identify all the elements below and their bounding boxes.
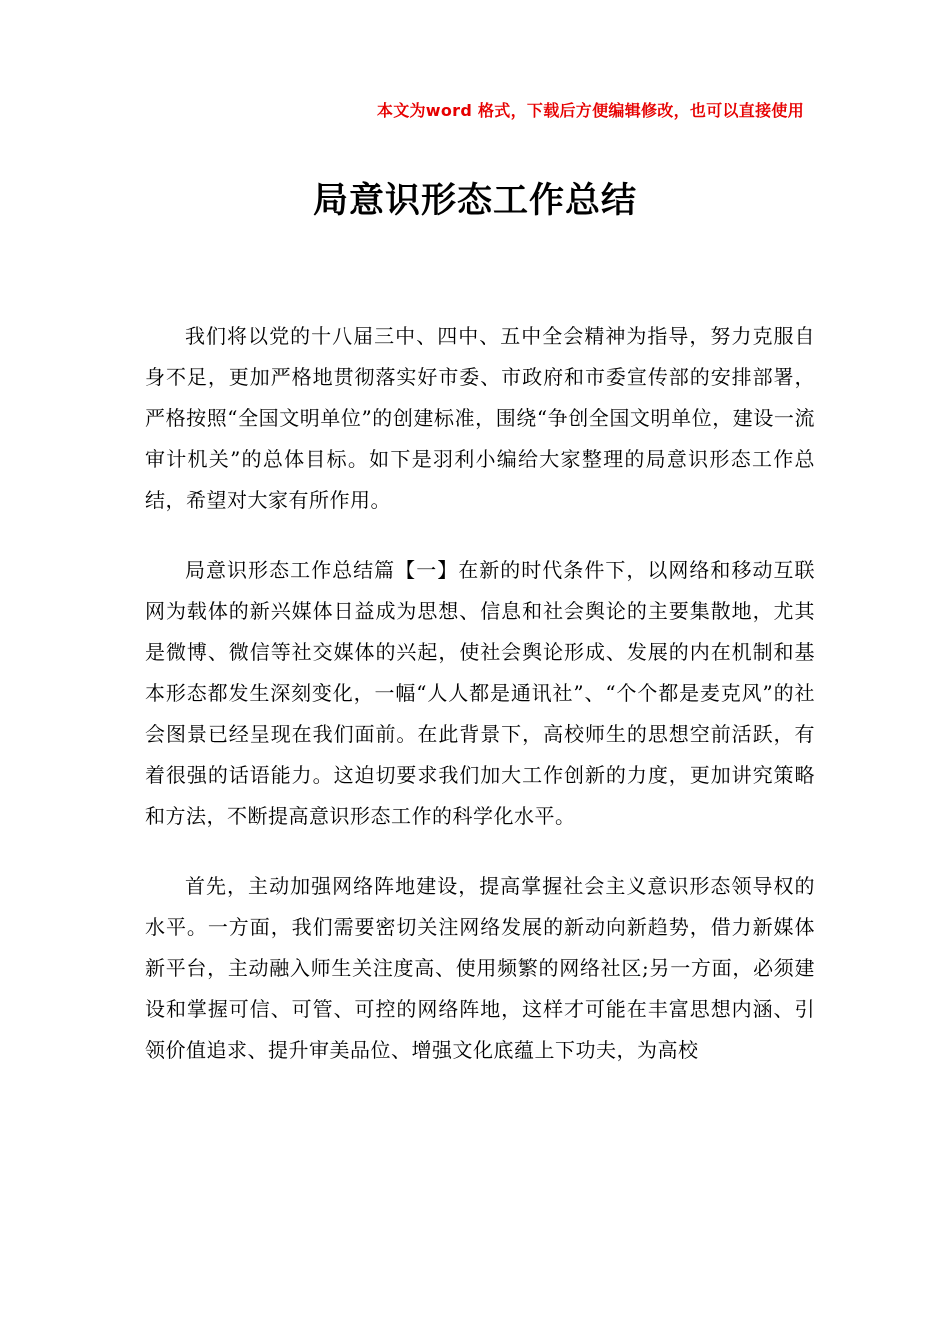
- format-notice: 本文为word 格式，下载后方便编辑修改，也可以直接使用: [376, 101, 804, 120]
- document-body: [145, 316, 815, 1100]
- paragraph-intro: 我们将以党的十八届三中、四中、五中全会精神为指导，努力克服自身不足，更加严格地贯彻落实好市委、市政府和市委宣传部的安排部署，严格按照“全国文明单位”的创建标准，围绕“争创全国文明单位，建设一流审计机关”的总体目标。如下是羽利小编给大家整理的局意识形态工作总结，希望对大家有所作用。: [145, 324, 815, 512]
- paragraph-first-point: 首先，主动加强网络阵地建设，提高掌握社会主义意识形态领导权的水平。一方面，我们需要密切关注网络发展的新动向新趋势，借力新媒体新平台，主动融入师生关注度高、使用频繁的网络社区;另一方面，必须建设和掌握可信、可管、可控的网络阵地，这样才可能在丰富思想内涵、引领价值追求、提升审美品位、增强文化底蕴上下功夫，为高校: [145, 874, 815, 1062]
- paragraph-section-one: 局意识形态工作总结篇【一】在新的时代条件下，以网络和移动互联网为载体的新兴媒体日益成为思想、信息和社会舆论的主要集散地，尤其是微博、微信等社交媒体的兴起，使社会舆论形成、发展的内在机制和基本形态都发生深刻变化，一幅“人人都是通讯社”、“个个都是麦克风”的社会图景已经呈现在我们面前。在此背景下，高校师生的思想空前活跃，有着很强的话语能力。这迫切要求我们加大工作创新的力度，更加讲究策略和方法，不断提高意识形态工作的科学化水平。: [145, 558, 815, 828]
- document-title: 局意识形态工作总结: [312, 181, 637, 221]
